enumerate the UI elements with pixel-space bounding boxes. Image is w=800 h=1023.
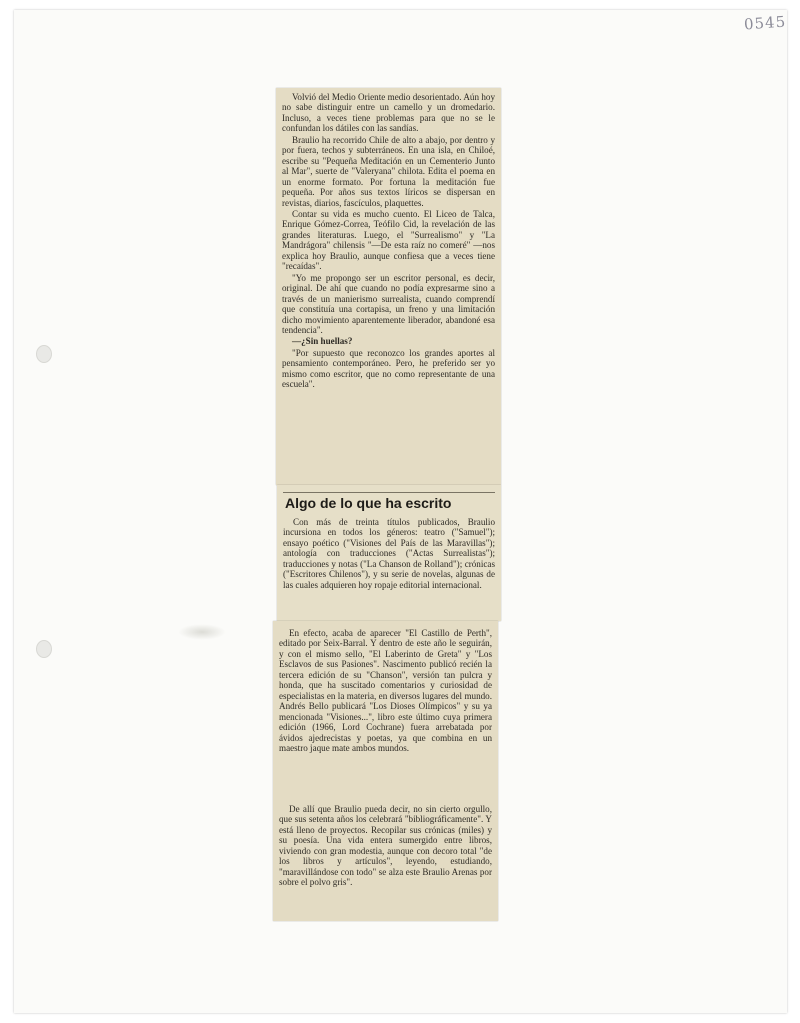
paper-smudge (178, 624, 226, 640)
paragraph-personal-writer: "Yo me propongo ser un escritor personal, es decir, original. De ahí que cuando no podía expresarme sino a través de un manierismo surrealista, cuando comprendí que constituía una cortapisa, un freno y una limitación dicho movimiento aparentemente liberador, abandoné esa tendencia". (282, 272, 495, 335)
paragraph-middle-east: Volvió del Medio Oriente medio desorientado. Aún hoy no sabe distinguir entre un camello y un dromedario. Incluso, a veces tiene problemas para que no se le confundan los dátiles con las sandías. (282, 92, 495, 134)
newspaper-clipping-works (277, 485, 501, 621)
interview-question: —¿Sin huellas? (292, 336, 353, 347)
paragraph-contributions: "Por supuesto que reconozco los grandes aportes al pensamiento contemporáneo. Pero, he preferido ser yo mismo como escritor, que no como representante de una escuela". (282, 347, 495, 390)
paragraph-chile-travels: Braulio ha recorrido Chile de alto a abajo, por dentro y por fuera, techos y subterráneos. En una isla, en Chiloé, escribe su "Pequeña Meditación en un Cementerio Junto al Mar", suerte de "Valeryana" chilota. Edita el poema en un enorme formato. Por fortuna la meditación fue pequeña. Por años sus textos líricos se dispersan en revistas, diarios, fascículos, plaquettes. (282, 134, 495, 208)
handwritten-folio-number: 0545 (743, 12, 787, 34)
paragraph-life-story: Contar su vida es mucho cuento. El Liceo de Talca, Enrique Gómez-Correa, Teófilo Cid, la revelación de las grandes literaturas. Luego, el "Surrealismo" y "La Mandrágora" chilensis "—De esta raíz no comeré" —nos explica hoy Braulio, aunque confiesa que a veces tiene "recaídas". (282, 208, 495, 272)
newspaper-clipping-top (276, 88, 501, 485)
newspaper-clipping-closing (273, 800, 498, 921)
paragraph-seventy-years: De allí que Braulio pueda decir, no sin cierto orgullo, que sus setenta años los celebrará "bibliográficamente". Y está lleno de proyectos. Recopilar sus crónicas (miles) y su poesía. Una vida entera sumergido entre libros, viviendo con gran modestia, aunque con decoro total "de los libros y artículos", leyendo, estudiando, "maravillándose con todo" se alza este Braulio Arenas por sobre el polvo gris". (279, 804, 492, 888)
paragraph-titles: Con más de treinta títulos publicados, Braulio incursiona en todos los géneros: teatro ("Samuel"); ensayo poético ("Visiones del País de las Maravillas"); antología con traducciones ("Actas Surrealistas"); traducciones y notas ("La Chanson de Rolland"); crónicas ("Escritores Chilenos"), y su serie de novelas, algunas de las cuales adquieren hoy ropaje editorial internacional. (283, 517, 495, 590)
punch-hole-lower (36, 640, 52, 658)
punch-hole-upper (36, 345, 52, 363)
section-heading: Algo de lo que ha escrito (285, 495, 452, 511)
section-rule (283, 492, 495, 493)
paragraph-new-editions: En efecto, acaba de aparecer "El Castillo de Perth", editado por Seix-Barral. Y dentro de este año le seguirán, y con el mismo sello, "El Laberinto de Greta" y "Los Esclavos de sus Pasiones". Nascimento publicó recién la tercera edición de su "Chanson", versión tan pulcra y honda, que ha suscitado comentarios y curiosidad de especialistas en la materia, en diversos lugares del mundo. Andrés Bello publicará "Los Dioses Olímpicos" y su ya mencionada "Visiones...", libro este último cuya primera edición (1966, Lord Cochrane) fuera arrebatada por ávidos ajedrecistas y poetas, ya que combina en un maestro jaque mate ambos mundos. (279, 628, 492, 753)
